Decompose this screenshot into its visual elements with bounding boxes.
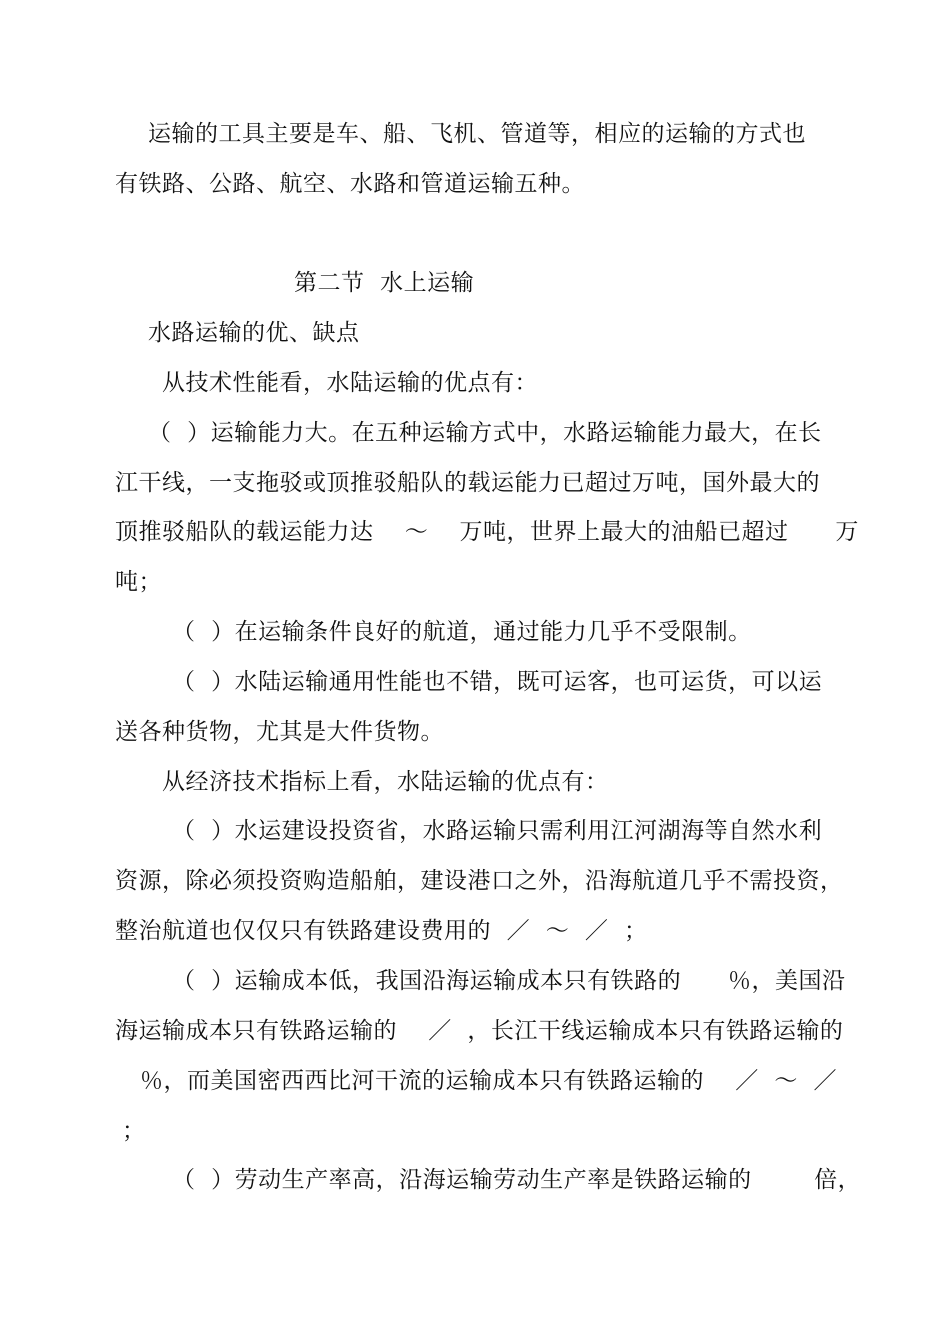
paragraph-line: （ ）水陆运输通用性能也不错，既可运客，也可运货，可以运 bbox=[172, 669, 823, 695]
paragraph-line: 整治航道也仅仅只有铁路建设费用的 ／ ～ ／ ； bbox=[115, 918, 648, 944]
paragraph-line: 吨； bbox=[115, 569, 162, 595]
paragraph-line: 有铁路、公路、航空、水路和管道运输五种。 bbox=[115, 171, 585, 197]
paragraph-line: （ ）运输成本低，我国沿海运输成本只有铁路的 ％，美国沿 bbox=[172, 968, 846, 994]
paragraph-line: 海运输成本只有铁路运输的 ／ ，长江干线运输成本只有铁路运输的 bbox=[115, 1018, 844, 1044]
paragraph-line: 送各种货物，尤其是大件货物。 bbox=[115, 719, 444, 745]
paragraph-line: （ ）水运建设投资省，水路运输只需利用江河湖海等自然水利 bbox=[172, 818, 823, 844]
paragraph-line: ； bbox=[122, 1118, 146, 1144]
paragraph-line: ％，而美国密西西比河干流的运输成本只有铁路运输的 ／ ～ ／ bbox=[140, 1068, 837, 1094]
paragraph-line: 资源，除必须投资购造船舶，建设港口之外，沿海航道几乎不需投资， bbox=[115, 868, 844, 894]
paragraph-line: 从经济技术指标上看，水陆运输的优点有： bbox=[162, 769, 609, 795]
paragraph-line: （ ）运输能力大。在五种运输方式中，水路运输能力最大，在长 bbox=[148, 420, 822, 446]
paragraph-line: （ ）在运输条件良好的航道，通过能力几乎不受限制。 bbox=[172, 619, 752, 645]
paragraph-line: （ ）劳动生产率高，沿海运输劳动生产率是铁路运输的 倍， bbox=[172, 1167, 862, 1193]
subheading: 水路运输的优、缺点 bbox=[148, 320, 360, 346]
paragraph-line: 运输的工具主要是车、船、飞机、管道等，相应的运输的方式也 bbox=[148, 121, 806, 147]
paragraph-line: 顶推驳船队的载运能力达 ～ 万吨，世界上最大的油船已超过 万 bbox=[115, 519, 859, 545]
paragraph-line: 从技术性能看，水陆运输的优点有： bbox=[162, 370, 538, 396]
paragraph-line: 江干线，一支拖驳或顶推驳船队的载运能力已超过万吨，国外最大的 bbox=[115, 470, 820, 496]
section-heading: 第二节 水上运输 bbox=[294, 270, 475, 296]
